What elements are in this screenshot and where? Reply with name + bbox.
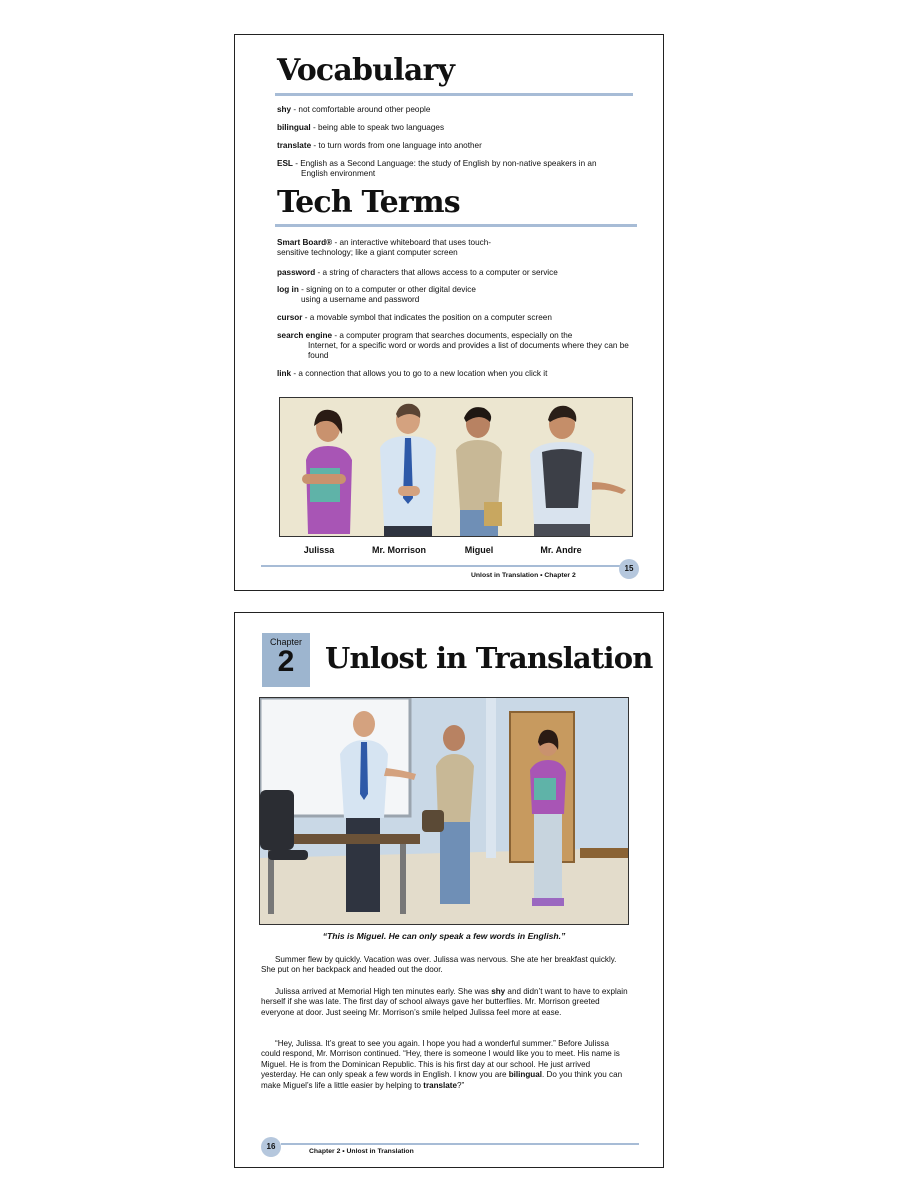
- vocab-entry: [277, 141, 645, 151]
- tech-term: log in: [277, 285, 299, 294]
- classroom-illustration: [259, 697, 629, 925]
- tech-term: cursor: [277, 313, 303, 322]
- tech-definition: a string of characters that allows access to a computer or service: [322, 268, 558, 277]
- page-16: [234, 612, 664, 1168]
- tech-separator: -: [302, 313, 310, 322]
- vocab-definition-continued: English environment: [301, 169, 376, 178]
- character-label-morrison: Mr. Morrison: [371, 545, 426, 555]
- paragraph-text: Julissa arrived at Memorial High ten minutes early. She was: [275, 987, 492, 996]
- tech-entry: [277, 238, 645, 258]
- character-illustration: [279, 397, 633, 537]
- vocab-entry: [277, 123, 645, 133]
- tech-entry: [277, 268, 645, 278]
- tech-term: password: [277, 268, 316, 277]
- vocab-separator: -: [311, 141, 319, 150]
- tech-separator: -: [332, 238, 340, 247]
- running-footer: Unlost in Translation • Chapter 2: [471, 572, 576, 579]
- tech-entry: [277, 331, 645, 361]
- paragraph-text: and didn’t want to have to explain herself if she was late. The first day of school always gave her butterflies. Mr. Morrison greeted everyone at door. Just seeing Mr. Morrison’s smile helped Julissa feel more at ease.: [261, 987, 628, 1017]
- tech-separator: -: [298, 285, 307, 294]
- page-number-badge: 16: [261, 1137, 281, 1157]
- tech-separator: -: [332, 331, 340, 340]
- vocab-definition: English as a Second Language: the study of English by non-native speakers in an: [300, 159, 597, 168]
- vocabulary-rule: [275, 93, 633, 96]
- tech-definition-continued: using a username and password: [301, 295, 420, 304]
- tech-definition-continued: Internet, for a specific word or words and provides a list of documents where they can be found: [308, 341, 629, 360]
- tech-term: link: [277, 369, 292, 378]
- paragraph-text: ?”: [457, 1080, 465, 1090]
- paragraph-text: Summer flew by quickly. Vacation was over. Julissa was nervous. She ate her breakfast quickly. She put on her backpack and headed out the door.: [261, 955, 617, 975]
- tech-term: search engine: [277, 331, 333, 340]
- story-paragraph: [261, 1039, 629, 1091]
- chapter-title: Unlost in Translation: [325, 641, 653, 675]
- tech-separator: -: [291, 369, 299, 378]
- character-label-miguel: Miguel: [464, 545, 494, 555]
- footer-rule: [261, 565, 621, 567]
- tech-terms-rule: [275, 224, 637, 227]
- vocab-definition: being able to speak two languages: [317, 123, 445, 132]
- vocab-highlight: shy: [491, 987, 506, 996]
- character-label-andre: Mr. Andre: [540, 545, 582, 555]
- illustration-caption: “This is Miguel. He can only speak a few words in English.”: [322, 931, 566, 941]
- tech-definition: a movable symbol that indicates the position on a computer screen: [309, 313, 552, 322]
- tech-entry: [277, 285, 645, 305]
- tech-definition: signing on to a computer or other digital device: [306, 285, 476, 294]
- tech-definition: a connection that allows you to go to a new location when you click it: [298, 369, 548, 378]
- running-footer: Chapter 2 • Unlost in Translation: [309, 1148, 414, 1155]
- tech-definition: an interactive whiteboard that uses touch-: [339, 238, 492, 247]
- vocab-entry: [277, 105, 645, 115]
- tech-terms-heading: Tech Terms: [277, 185, 460, 220]
- vocab-definition: not comfortable around other people: [298, 105, 431, 114]
- vocab-separator: -: [292, 159, 301, 168]
- story-paragraph: [261, 987, 629, 1018]
- classroom-art: [260, 698, 629, 925]
- footer-rule: [281, 1143, 639, 1145]
- tech-definition-continued: sensitive technology; like a giant computer screen: [277, 248, 458, 257]
- tech-separator: -: [315, 268, 323, 277]
- tech-term: Smart Board®: [277, 238, 333, 247]
- tech-entry: [277, 313, 645, 323]
- vocab-separator: -: [291, 105, 299, 114]
- story-paragraph: [261, 955, 629, 976]
- tech-definition: a computer program that searches documents, especially on the: [339, 331, 573, 340]
- chapter-label: Chapter: [269, 637, 303, 647]
- paragraph-text: “Hey, Julissa. It’s great to see you again. I hope you had a wonderful summer.” Before Julissa could respond, Mr. Morrison continued. “Hey, there is someone I would like you to meet. His name is Miguel. He is from the Dominican Republic. This is his first day at our school. He just arrived yesterday. He can only speak a few words in English. I know you are: [261, 1039, 620, 1080]
- vocab-term: translate: [277, 141, 312, 150]
- vocab-definition: to turn words from one language into another: [318, 141, 482, 150]
- page-15: [234, 34, 664, 591]
- chapter-number: 2: [277, 645, 295, 678]
- vocabulary-heading: Vocabulary: [277, 53, 455, 88]
- character-label-julissa: Julissa: [303, 545, 335, 555]
- vocab-term: bilingual: [277, 123, 311, 132]
- vocab-highlight: translate: [423, 1080, 458, 1090]
- tech-entry: [277, 369, 645, 379]
- vocab-highlight: bilingual: [508, 1070, 543, 1080]
- vocab-term: ESL: [277, 159, 293, 168]
- page-number-badge: 15: [619, 559, 639, 579]
- vocab-separator: -: [310, 123, 318, 132]
- paragraph-text: . Do you think you can make Miguel’s life a little easier by helping to: [261, 1070, 623, 1090]
- chapter-badge: [262, 633, 310, 687]
- vocab-term: shy: [277, 105, 292, 114]
- vocab-entry: [277, 159, 645, 179]
- characters-art: [280, 398, 633, 537]
